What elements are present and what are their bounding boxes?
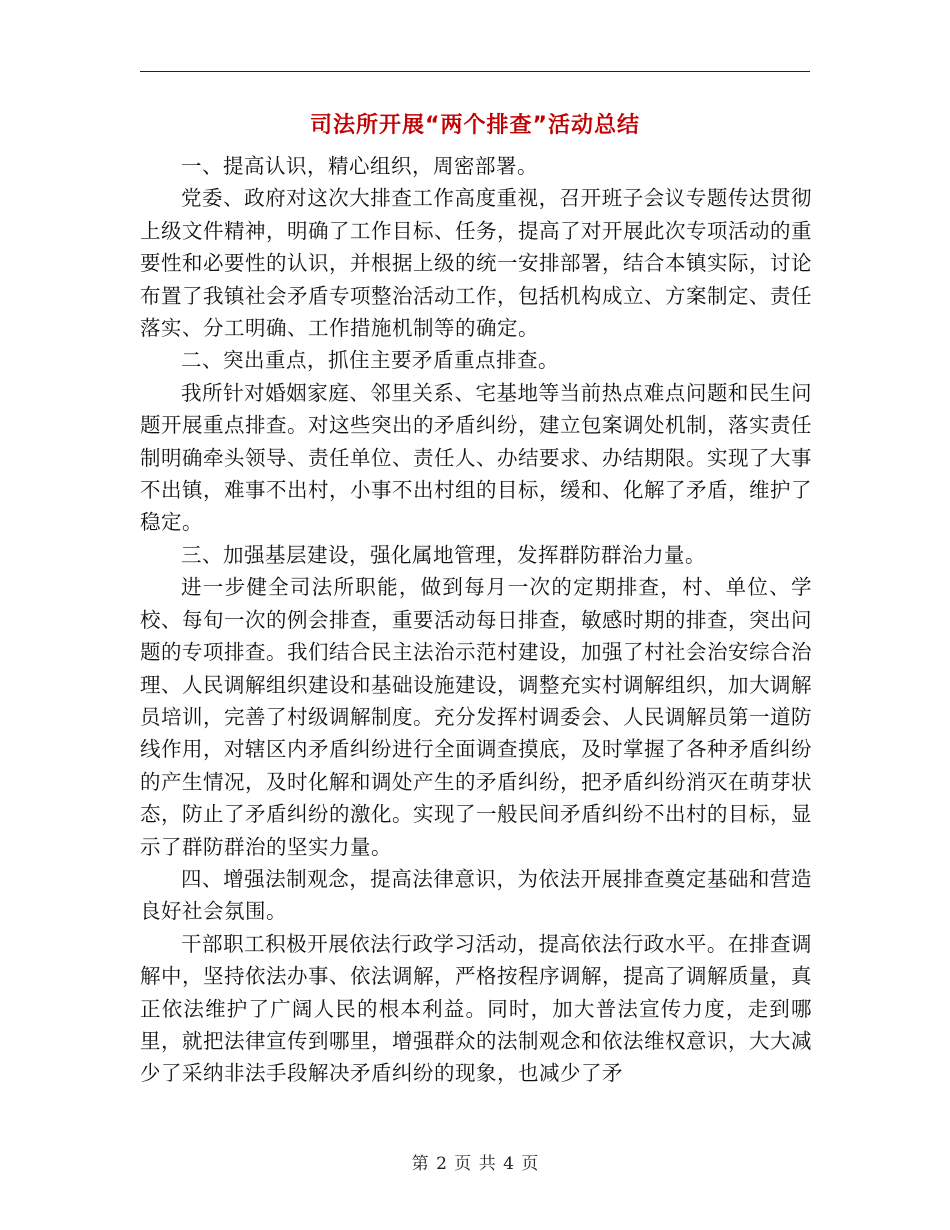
section-heading-1: 一、提高认识，精心组织，周密部署。 <box>181 154 538 178</box>
body-paragraph-3: 进一步健全司法所职能，做到每月一次的定期排查，村、单位、学校、每旬一次的例会排查，重要活动每日排查，敏感时期的排查，突出问题的专项排查。我们结合民主法治示范村建设，加强了村社会治安综合治理、人民调解组织建设和基础设施建设，调整充实村调解组织，加大调解员培训，完善了村级调解制度。充分发挥村调委会、人民调解员第一道防线作用，对辖区内矛盾纠纷进行全面调查摸底，及时掌握了各种矛盾纠纷的产生情况，及时化解和调处产生的矛盾纠纷，把矛盾纠纷消灭在萌芽状态，防止了矛盾纠纷的激化。实现了一般民间矛盾纠纷不出村的目标，显示了群防群治的坚实力量。 <box>140 575 812 859</box>
body-paragraph-1: 党委、政府对这次大排查工作高度重视，召开班子会议专题传达贯彻上级文件精神，明确了工作目标、任务，提高了对开展此次专项活动的重要性和必要性的认识，并根据上级的统一安排部署，结合本镇实际，讨论布置了我镇社会矛盾专项整治活动工作，包括机构成立、方案制定、责任落实、分工明确、工作措施机制等的确定。 <box>140 186 812 341</box>
section-heading-2: 二、突出重点，抓住主要矛盾重点排查。 <box>181 348 559 373</box>
section-heading-4: 四、增强法制观念，提高法律意识，为依法开展排查奠定基础和营造良好社会氛围。 <box>140 866 812 924</box>
body-paragraph-2: 我所针对婚姻家庭、邻里关系、宅基地等当前热点难点问题和民生问题开展重点排查。对这些突出的矛盾纠纷，建立包案调处机制，落实责任制明确牵头领导、责任单位、责任人、办结要求、办结期限。实现了大事不出镇，难事不出村，小事不出村组的目标，缓和、化解了矛盾，维护了稳定。 <box>140 380 812 535</box>
page-number: 第 2 页 共 4 页 <box>411 1154 539 1174</box>
body-paragraph-4: 干部职工积极开展依法行政学习活动，提高依法行政水平。在排查调解中，坚持依法办事、依法调解，严格按程序调解，提高了调解质量，真正依法维护了广阔人民的根本利益。同时，加大普法宣传力度，走到哪里，就把法律宣传到哪里，增强群众的法制观念和依法维权意识，大大减少了采纳非法手段解决矛盾纠纷的现象，也减少了矛 <box>140 931 812 1086</box>
header-rule <box>140 71 810 72</box>
document-title: 司法所开展“两个排查”活动总结 <box>310 113 640 138</box>
section-heading-3: 三、加强基层建设，强化属地管理，发挥群防群治力量。 <box>181 542 706 567</box>
document-body <box>140 150 812 1090</box>
